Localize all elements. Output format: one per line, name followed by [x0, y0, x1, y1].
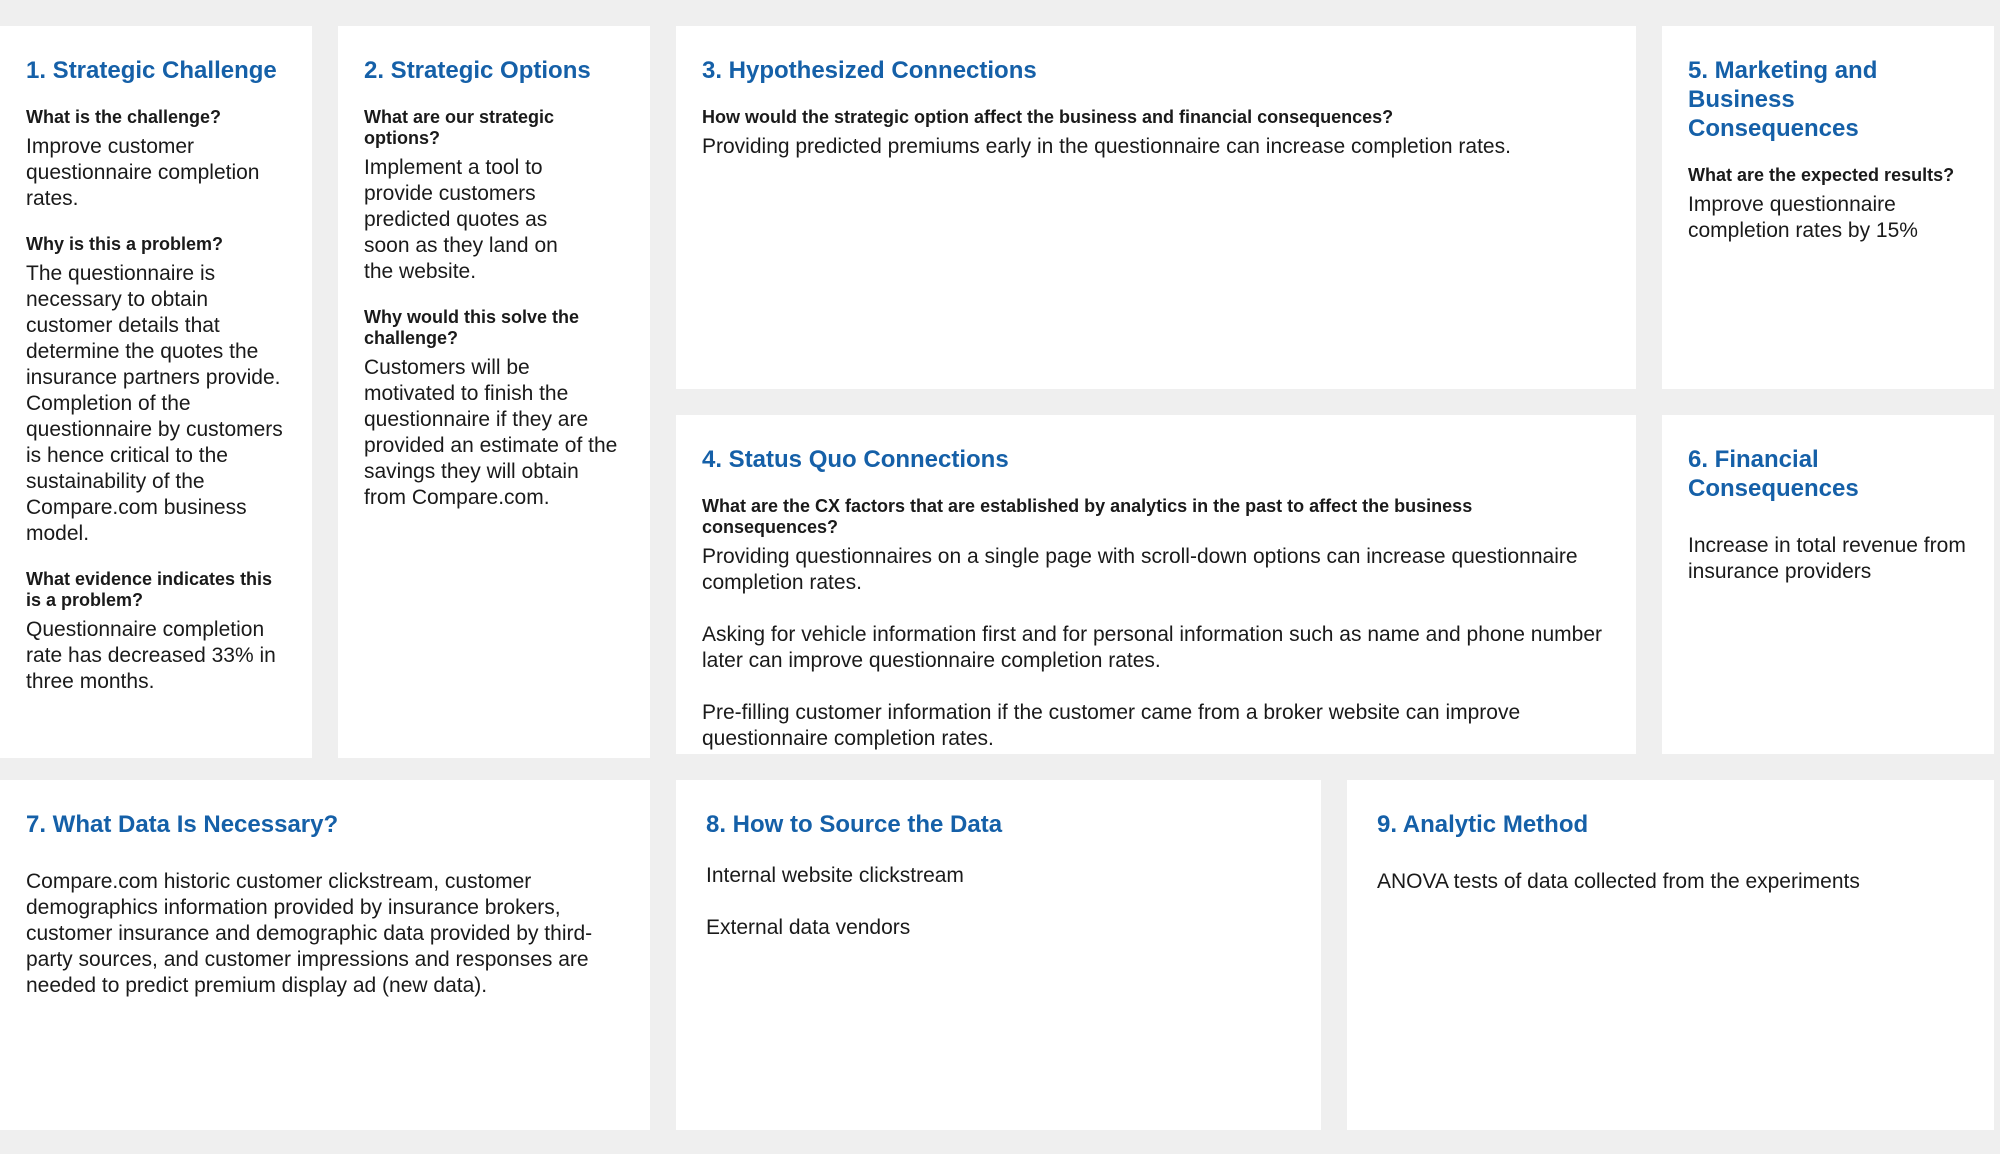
- marketing-business-consequences-card: [1662, 26, 1994, 389]
- challenge-answer: Improve customer questionnaire completion rates.: [26, 135, 260, 210]
- card-title: 7. What Data Is Necessary?: [26, 811, 339, 838]
- data-necessary-card: [0, 780, 650, 1130]
- solve-answer: Customers will be motivated to finish the questionnaire if they are provided an estimate of the savings they will obtain from Compare.com.: [364, 356, 618, 509]
- data-necessary-answer: Compare.com historic customer clickstream, customer demographics information provided by insurance brokers, customer insurance and demographic data provided by third-party sources, and customer impressions and responses are needed to predict premium display ad (new data).: [26, 870, 593, 997]
- financial-answer: Increase in total revenue from insurance providers: [1688, 534, 1966, 583]
- card-title: 6. Financial Consequences: [1688, 446, 1859, 502]
- card-title: 1. Strategic Challenge: [26, 57, 277, 84]
- card-title: 4. Status Quo Connections: [702, 446, 1009, 473]
- problem-question: Why is this a problem?: [26, 234, 224, 254]
- data-source-card: [676, 780, 1321, 1130]
- expected-results-question: What are the expected results?: [1688, 165, 1955, 185]
- strategic-options-card: [338, 26, 650, 758]
- evidence-question: What evidence indicates this is a problem?: [26, 569, 273, 610]
- options-answer: Implement a tool to provide customers predicted quotes as soon as they land on the website.: [364, 156, 558, 283]
- solve-question: Why would this solve the challenge?: [364, 307, 580, 348]
- evidence-answer: Questionnaire completion rate has decreased 33% in three months.: [26, 618, 276, 693]
- card-title: 8. How to Source the Data: [706, 811, 1003, 838]
- cx-factors-question: What are the CX factors that are established by analytics in the past to affect the business consequences?: [702, 496, 1473, 537]
- challenge-question: What is the challenge?: [26, 107, 222, 127]
- data-source-1: Internal website clickstream: [706, 864, 964, 887]
- financial-consequences-card: [1662, 415, 1994, 754]
- hypothesis-question: How would the strategic option affect the business and financial consequences?: [702, 107, 1394, 127]
- cx-factor-2: Asking for vehicle information first and for personal information such as name and phone number later can improve questionnaire completion rates.: [702, 623, 1602, 672]
- analytic-method-card: [1347, 780, 1994, 1130]
- data-source-2: External data vendors: [706, 916, 911, 939]
- strategic-challenge-card: [0, 26, 312, 758]
- analytic-method-answer: ANOVA tests of data collected from the experiments: [1377, 870, 1860, 893]
- cx-factor-3: Pre-filling customer information if the customer came from a broker website can improve questionnaire completion rates.: [702, 701, 1521, 750]
- hypothesis-answer: Providing predicted premiums early in the questionnaire can increase completion rates.: [702, 135, 1511, 158]
- card-title: 2. Strategic Options: [364, 57, 591, 84]
- options-question: What are our strategic options?: [364, 107, 555, 148]
- card-title: 5. Marketing and Business Consequences: [1688, 57, 1878, 142]
- card-title: 3. Hypothesized Connections: [702, 57, 1037, 84]
- hypothesized-connections-card: [676, 26, 1636, 389]
- card-title: 9. Analytic Method: [1377, 811, 1589, 838]
- status-quo-connections-card: [676, 415, 1636, 754]
- cx-factor-1: Providing questionnaires on a single page with scroll-down options can increase questionnaire completion rates.: [702, 545, 1578, 594]
- expected-results-answer: Improve questionnaire completion rates by 15%: [1688, 193, 1918, 242]
- problem-answer: The questionnaire is necessary to obtain customer details that determine the quotes the insurance partners provide. Completion of the questionnaire by customers is hence critical to the sustainability of the Compare.com business model.: [26, 262, 283, 545]
